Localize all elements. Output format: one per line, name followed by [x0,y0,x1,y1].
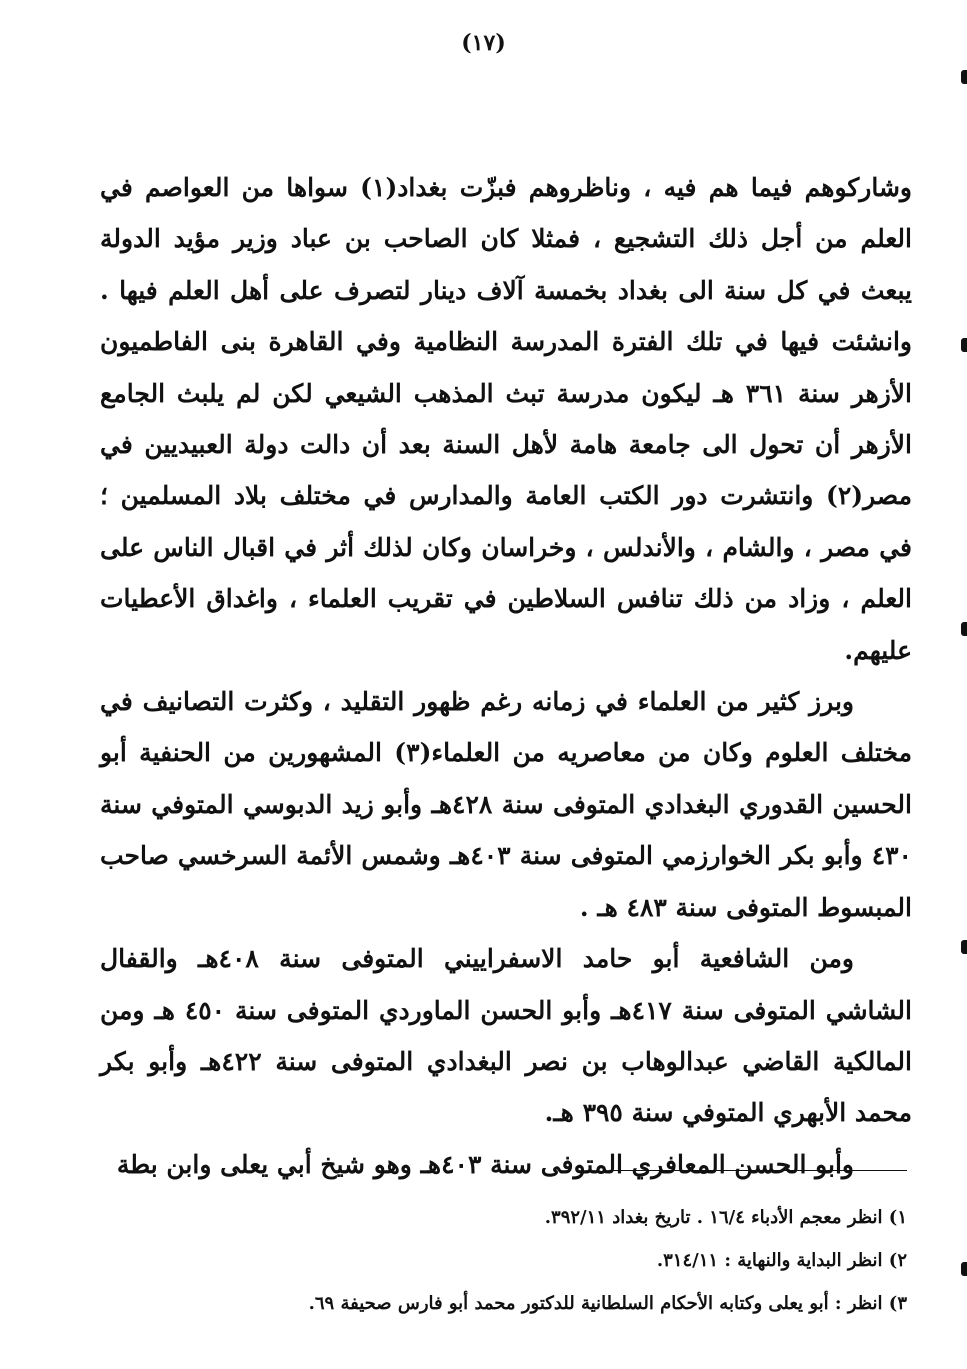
scan-margin-mark [961,940,967,954]
paragraph-4: وأبو الحسن المعافري المتوفى سنة ٤٠٣هـ وهو شيخ أبي يعلى وابن بطة [116,1149,854,1179]
footnote-2: ٢) انظر البداية والنهاية : ٣١٤/١١. [656,1250,907,1271]
body-text [100,162,912,1190]
scan-margin-mark [961,1262,967,1276]
paragraph-3: ومن الشافعية أبو حامد الاسفراييني المتوفى سنة ٤٠٨هـ والقفال الشاشي المتوفى سنة ٤١٧هـ وأبو الحسن الماوردي المتوفى سنة ٤٥٠ هـ ومن المالكية القاضي عبدالوهاب بن نصر البغدادي المتوفى سنة ٤٢٢هـ وأبو بكر محمد الأبهري المتوفي سنة ٣٩٥ هـ. [100,944,912,1128]
footnote-3: ٣) انظر : أبو يعلى وكتابه الأحكام السلطانية للدكتور محمد أبو فارس صحيفة ٦٩. [308,1293,907,1314]
scan-margin-mark [961,622,967,636]
paragraph-2: وبرز كثير من العلماء في زمانه رغم ظهور التقليد ، وكثرت التصانيف في مختلف العلوم وكان من معاصريه من العلماء(٣) المشهورين من الحنفية أبو الحسين القدوري البغدادي المتوفى سنة ٤٢٨هـ وأبو زيد الدبوسي المتوفي سنة ٤٣٠ وأبو بكر الخوارزمي المتوفى سنة ٤٠٣هـ وشمس الأئمة السرخسي صاحب المبسوط المتوفى سنة ٤٨٣ هـ . [100,687,913,922]
paragraph-1: وشاركوهم فيما هم فيه ، وناظروهم فبزّت بغداد(١) سواها من العواصم في العلم من أجل ذلك التشجيع ، فمثلا كان الصاحب بن عباد وزير مؤيد الدولة يبعث في كل سنة الى بغداد بخمسة آلاف دينار لتصرف على أهل العلم فيها . وانشئت فيها في تلك الفترة المدرسة النظامية وفي القاهرة بنى الفاطميون الأزهر سنة ٣٦١ هـ ليكون مدرسة تبث المذهب الشيعي لكن لم يلبث الجامع الأزهر أن تحول الى جامعة هامة لأهل السنة بعد أن دالت دولة العبيديين في مصر(٢) وانتشرت دور الكتب العامة والمدارس في مختلف بلاد المسلمين ؛ في مصر ، والشام ، والأندلس ، وخراسان وكان لذلك أثر في اقبال الناس على العلم ، وزاد من ذلك تنافس السلاطين في تقريب العلماء ، واغداق الأعطيات عليهم. [100,173,912,665]
scan-margin-mark [961,70,967,84]
footnote-1: ١) انظر معجم الأدباء ١٦/٤ . تاريخ بغداد ٣٩٢/١١. [544,1207,907,1228]
scan-margin-mark [961,338,967,352]
footnotes [87,1196,907,1325]
page-number: (١٧) [461,30,506,56]
footnote-divider [609,1170,907,1171]
